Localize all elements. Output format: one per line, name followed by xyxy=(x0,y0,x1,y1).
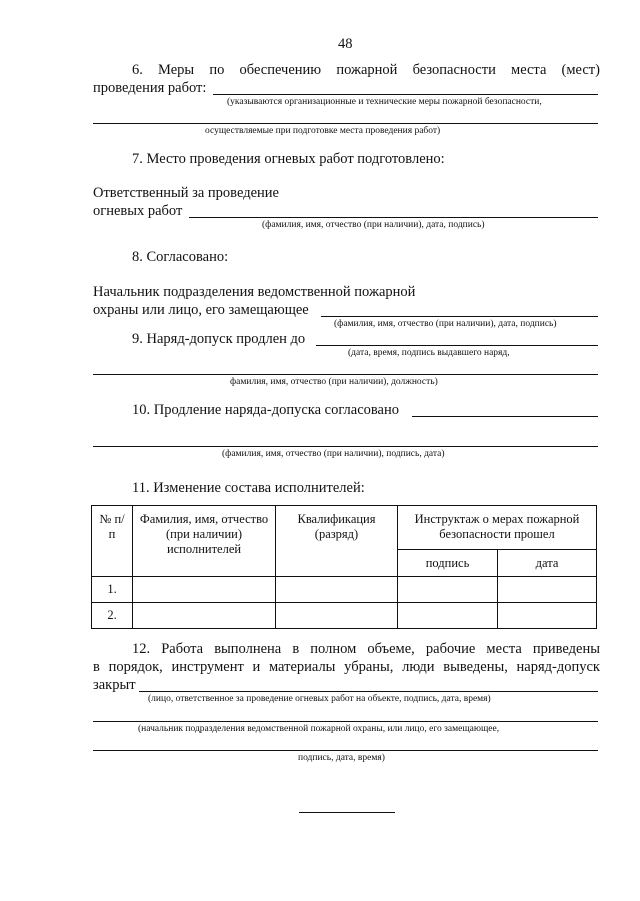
s12-field-line-2[interactable] xyxy=(93,721,598,722)
page-number: 48 xyxy=(338,36,353,52)
s7-title: 7. Место проведения огневых работ подготовлено: xyxy=(132,151,445,167)
word: рабочие xyxy=(425,641,476,657)
cell-qualification[interactable] xyxy=(276,603,398,629)
s10-hint: (фамилия, имя, отчество (при наличии), подпись, дата) xyxy=(222,449,445,459)
s12-hint3: подпись, дата, время) xyxy=(298,753,385,763)
word: порядок, xyxy=(108,659,163,675)
word: убраны, xyxy=(344,659,394,675)
word: в xyxy=(292,641,300,657)
s9-field-line[interactable] xyxy=(316,345,598,346)
s7-field-line[interactable] xyxy=(189,217,598,218)
s7-resp-line1: Ответственный за проведение xyxy=(93,185,279,201)
cell-name[interactable] xyxy=(133,577,276,603)
s6-hint2: осуществляемые при подготовке места проведения работ) xyxy=(205,126,441,136)
row-number: 2. xyxy=(92,603,133,629)
word: безопасности xyxy=(412,62,496,78)
s9-hint2: фамилия, имя, отчество (при наличии), должность) xyxy=(230,377,438,387)
s12-field-line-3[interactable] xyxy=(93,750,598,751)
word: выведены, xyxy=(443,659,508,675)
subheader-signature: подпись xyxy=(398,550,498,577)
s12-hint1: (лицо, ответственное за проведение огневых работ на объекте, подпись, дата, время) xyxy=(148,694,491,704)
cell-date[interactable] xyxy=(498,577,597,603)
col-header-name: Фамилия, имя, отчество (при наличии) исполнителей xyxy=(133,506,276,577)
word: полном xyxy=(310,641,357,657)
s6-line1 xyxy=(132,62,600,79)
word: инструмент xyxy=(171,659,244,675)
word: (мест) xyxy=(561,62,600,78)
s12-closed-label: закрыт xyxy=(93,677,136,693)
s6-label: проведения работ: xyxy=(93,80,207,96)
s9-title: 9. Наряд-допуск продлен до xyxy=(132,331,306,347)
s9-field-line-2[interactable] xyxy=(93,374,598,375)
word: места xyxy=(511,62,547,78)
cell-date[interactable] xyxy=(498,603,597,629)
s10-title: 10. Продление наряда-допуска согласовано xyxy=(132,402,400,418)
s10-field-line[interactable] xyxy=(412,416,598,417)
word: 6. xyxy=(132,62,143,78)
s6-field-line-2[interactable] xyxy=(93,123,598,124)
s8-line1: Начальник подразделения ведомственной пожарной xyxy=(93,284,416,300)
word: места xyxy=(486,641,522,657)
row-number: 1. xyxy=(92,577,133,603)
executors-table xyxy=(91,505,597,629)
word: Меры xyxy=(158,62,195,78)
word: материалы xyxy=(268,659,336,675)
word: объеме, xyxy=(367,641,415,657)
cell-signature[interactable] xyxy=(398,577,498,603)
s8-hint: (фамилия, имя, отчество (при наличии), дата, подпись) xyxy=(334,319,557,329)
word: люди xyxy=(402,659,435,675)
s10-field-line-2[interactable] xyxy=(93,446,598,447)
s6-field-line[interactable] xyxy=(213,94,598,95)
table-row xyxy=(92,577,597,603)
col-header-num: № п/п xyxy=(92,506,133,577)
word: пожарной xyxy=(336,62,398,78)
cell-qualification[interactable] xyxy=(276,577,398,603)
s12-field-line[interactable] xyxy=(139,691,598,692)
word: в xyxy=(93,659,100,675)
s8-title: 8. Согласовано: xyxy=(132,249,229,265)
s9-hint1: (дата, время, подпись выдавшего наряд, xyxy=(348,348,510,358)
col-header-instruction: Инструктаж о мерах пожарной безопасности прошел xyxy=(398,506,597,550)
s6-hint1: (указываются организационные и технические меры пожарной безопасности, xyxy=(227,97,542,107)
word: Работа xyxy=(161,641,204,657)
s11-title: 11. Изменение состава исполнителей: xyxy=(132,480,365,496)
s8-line2: охраны или лицо, его замещающее xyxy=(93,302,309,318)
end-divider xyxy=(299,812,395,813)
word: приведены xyxy=(532,641,600,657)
word: 12. xyxy=(132,641,151,657)
s7-resp-line2: огневых работ xyxy=(93,203,183,219)
cell-name[interactable] xyxy=(133,603,276,629)
word: и xyxy=(252,659,261,675)
word: наряд-допуск xyxy=(516,659,600,675)
subheader-date: дата xyxy=(498,550,597,577)
word: по xyxy=(209,62,225,78)
s12-hint2: (начальник подразделения ведомственной пожарной охраны, или лицо, его замещающее, xyxy=(138,724,500,734)
cell-signature[interactable] xyxy=(398,603,498,629)
s12-line1 xyxy=(132,641,600,658)
col-header-qualification: Квалификация (разряд) xyxy=(276,506,398,577)
s8-field-line[interactable] xyxy=(321,316,598,317)
table-row xyxy=(92,603,597,629)
s7-hint: (фамилия, имя, отчество (при наличии), дата, подпись) xyxy=(262,220,485,230)
word: выполнена xyxy=(214,641,282,657)
s12-line2 xyxy=(93,659,600,676)
word: обеспечению xyxy=(239,62,322,78)
